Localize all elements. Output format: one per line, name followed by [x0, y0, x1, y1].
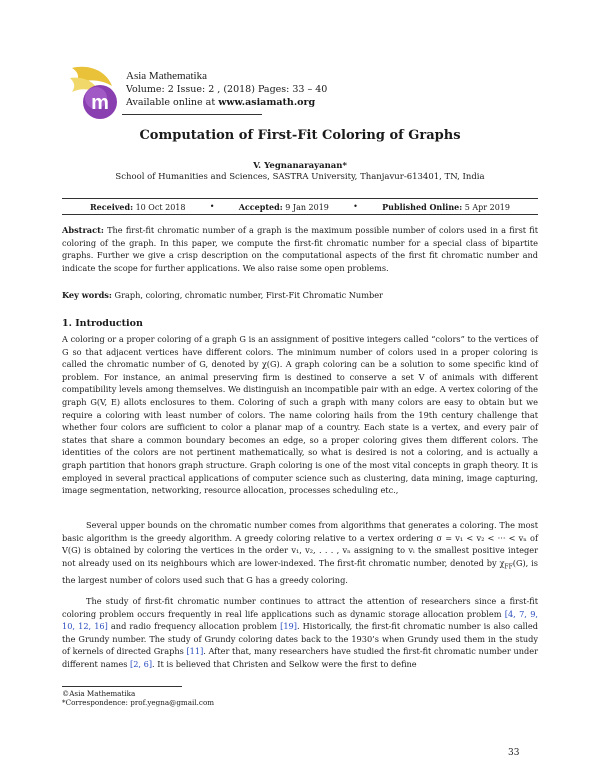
paper-title: Computation of First-Fit Coloring of Graphs [139, 128, 461, 143]
journal-logo [66, 64, 122, 120]
accepted-value: 9 Jan 2019 [285, 203, 329, 212]
keywords-text: Graph, coloring, chromatic number, First-Fit Chromatic Number [114, 290, 383, 300]
journal-volume: Volume: 2 Issue: 2 , (2018) Pages: 33 – 40 [126, 84, 328, 95]
abstract-text: The first-fit chromatic number of a graph is the maximum possible number of colors used in a first fit coloring of the graph. In this paper, we compute the first-fit chromatic number for a special class of bipartite graphs. Further we give a crisp description on the computational aspects of the first fit chromatic number and indicate the scope for further applications. We also raise some open problems. [62, 225, 539, 273]
journal-online [126, 96, 327, 109]
p3-text-a: The study of first-fit chromatic number continues to attract the attention of researchers since a first-fit coloring problem occurs frequently in real life applications such as dynamic storage allocation problem [62, 596, 538, 619]
p2-subscript: FF [504, 563, 513, 571]
intro-paragraph-1 [62, 333, 538, 497]
dates-top-rule [62, 198, 538, 199]
p2-text-a: Several upper bounds on the chromatic number comes from algorithms that generates a coloring. The most basic algorithm is the greedy algorithm. A greedy coloring relative to a vertex ordering σ = v₁ < v₂ < ··· < vₙ of V(G) is obtained by coloring the vertices in the order v₁, v₂, . . . , vₙ assigning to vᵢ the smallest positive integer not already used on its neighbours which are lower-indexed. The first-fit chromatic number, denoted by χ [62, 520, 538, 568]
p3-text-b: and radio frequency allocation problem [107, 621, 281, 632]
dates-bar [62, 202, 538, 212]
received-date [90, 202, 185, 212]
journal-info [126, 70, 327, 109]
footnote-correspondence: *Correspondence: prof.yegna@gmail.com [62, 698, 215, 707]
accepted-date [239, 202, 329, 212]
received-value: 10 Oct 2018 [135, 203, 186, 212]
p1-text: A coloring or a proper coloring of a graph G is an assignment of positive integers called “colors” to the vertices of G so that adjacent vertices have different colors. The minimum number of colors used in a proper coloring is called the chromatic number of G, denoted by χ(G). A graph coloring can be a solution to some specific kind of problem. For instance, an animal preserving firm is destined to conserve a set V of animals with different compatibility levels among themselves. We distinguish an incompatible pair with an edge. A vertex coloring of the graph G(V, E) allots enclosures to them. Coloring of such a graph with many colors are easy to obtain but we require a coloring with least number of colors. The name coloring hails from the 19th century challenge that whether four colors are sufficient to color a planar map of a country. Each state is a vertex, and every pair of states that share a common boundary becomes an edge, so a proper coloring gives them different colors. The identities of the colors are not pertinent mathematically, so what is desired is not a coloring, and is actually a graph partition that honors graph structure. Graph coloring is one of the most vital concepts in graph theory. It is employed in several practical applications of computer science such as clustering, data mining, image capturing, image segmentation, networking, resource allocation, processes scheduling etc., [62, 334, 538, 496]
citation-link[interactable]: [11] [186, 646, 204, 657]
page-number: 33 [508, 748, 520, 758]
citation-link[interactable]: [2, 6] [130, 658, 153, 669]
intro-paragraph-3 [62, 595, 538, 671]
citation-link[interactable]: [19] [280, 621, 297, 632]
citation-link[interactable]: [4, 7, 9, 10, 12, 16] [62, 608, 539, 632]
online-label: Published Online: [382, 202, 463, 212]
p2-text-b: (G), is the largest number of colors used such that G has a greedy coloring. [62, 557, 538, 586]
bullet-1: • [209, 202, 215, 211]
author-name: V. Yegnanarayanan* [253, 161, 347, 171]
footnote-copyright: ©Asia Mathematika [62, 689, 136, 698]
online-prefix: Available online at [126, 97, 219, 108]
keywords [62, 289, 538, 302]
abstract-label: Abstract: [62, 225, 104, 235]
intro-paragraph-2 [62, 519, 538, 587]
accepted-label: Accepted: [238, 202, 283, 212]
received-label: Received: [90, 202, 134, 212]
p3-text-e: . It is believed that Christen and Selkow were the first to define [152, 658, 417, 669]
p3-text-c: . Historically, the first-fit chromatic number is also called the Grundy number. The study of Grundy coloring dates back to the 1930’s when Grundy used them in the study of kernels of directed Graphs [62, 621, 538, 657]
online-value: 5 Apr 2019 [464, 203, 510, 212]
keywords-label: Key words: [62, 290, 112, 300]
p3-text-d: . After that, many researchers have studied the first-fit chromatic number under different names [62, 646, 538, 669]
abstract [62, 224, 538, 274]
journal-url[interactable]: www.asiamath.org [218, 97, 316, 108]
logo-letter: m [91, 92, 109, 114]
footnote-rule [62, 686, 182, 687]
author-affiliation: School of Humanities and Sciences, SASTRA University, Thanjavur-613401, TN, India [115, 172, 485, 182]
dates-bottom-rule [62, 214, 538, 215]
section-heading: 1. Introduction [62, 318, 143, 329]
journal-name: Asia Mathematika [126, 70, 207, 82]
journal-rule [122, 114, 262, 115]
bullet-2: • [353, 202, 358, 211]
online-date [382, 202, 510, 212]
